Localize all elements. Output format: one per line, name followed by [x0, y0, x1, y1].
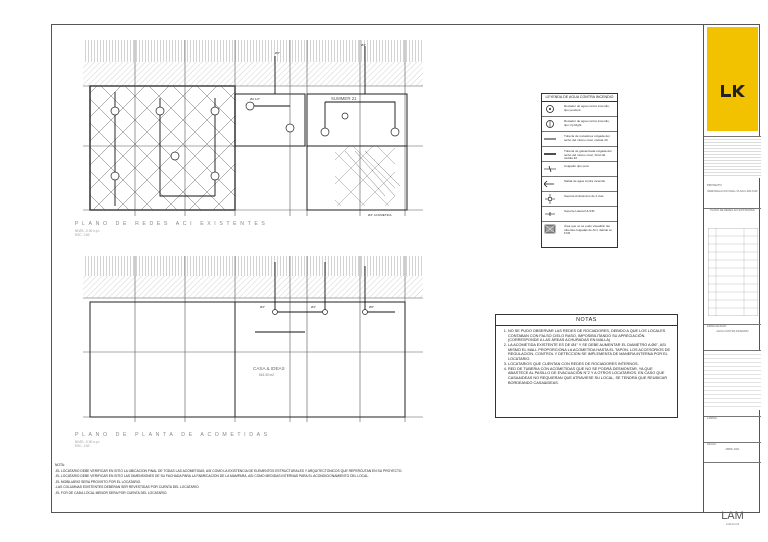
- tb-sheet-block: [704, 462, 761, 506]
- general-notes-line: -EL FCR DE CADA LOCAL MENOR SERA POR CUENTA DEL LOCATARIO.: [55, 490, 168, 495]
- plan-bottom-sub1: NIVEL -0.00 n.p.t.: [75, 440, 101, 444]
- title-block: [703, 24, 760, 526]
- legend-row: [542, 162, 617, 177]
- fire-water-outlet-icon: [544, 179, 556, 189]
- svg-text:Ø4" ACOMETIDA: Ø4" ACOMETIDA: [368, 213, 392, 217]
- plan-bottom-drawing: [75, 252, 427, 430]
- general-notes: [55, 463, 495, 497]
- svg-text:Ø4": Ø4": [361, 43, 367, 47]
- notes-box: [495, 314, 678, 418]
- pipe-existing-icon: [544, 134, 556, 144]
- general-notes-heading: NOTA:: [55, 463, 65, 467]
- legend-row: [542, 222, 617, 236]
- fecha-value: ABRIL 2021: [725, 448, 740, 451]
- tb-info-block: [704, 136, 761, 178]
- svg-text:Ø4": Ø4": [275, 51, 281, 55]
- notes-item: 1. NO SE PUDO OBSERVAR LAS REDES DE ROCIADORES, DEBIDO A QUE LOS LOCALES CONTABAN CON FALSO CIELO RASO, IMPOSIBILITANDO SU APRECIACIÓN. (CORRESPONDE A LAS ÁREAS ACHURADAS EN MALLA): [508, 329, 673, 343]
- legend-row: [542, 132, 617, 147]
- plan-bottom-title: PLANO DE PLANTA DE ACOMETIDAS: [75, 432, 271, 438]
- hanger-icon: [544, 164, 556, 174]
- support-lateral-icon: [544, 209, 556, 219]
- notes-item: 3. LOCATARIOS QUE CUENTAN CON REDES DE ROCIADORES INTERNOS.: [508, 362, 673, 367]
- general-notes-line: -EL LOCATARIO DEBE VERIFICAR EN SITIO LA UBICACION FINAL DE TODAS LAS ACOMETIDAS, ASI COMO LA EXISTENCIA DE ELEMENTOS ESTRUCTURALES Y ARQUITECTONICOS QUE REPERCUTAN EN SU PROYECTO.: [55, 468, 403, 473]
- pipe-galvanized-icon: [544, 149, 556, 159]
- legend-row: [542, 117, 617, 132]
- legend-text: Soporte Lateral UL/FM: [564, 209, 595, 213]
- svg-text:Ø6": Ø6": [369, 305, 375, 309]
- plan-bottom: [75, 252, 427, 430]
- proyecto-value: REMODELACION MALL PLAZA LIMA SUR: [707, 190, 758, 193]
- legend-row: [542, 147, 617, 162]
- sheet-code-sub: LAM-ACI-04: [725, 523, 740, 526]
- legend-text: Soporte Antisísmico de 4 vías: [564, 194, 604, 198]
- legend-text: Colgador tipo pera: [564, 164, 589, 168]
- notes-item: 2. LA ACOMETIDA EXISTENTE ES DE Ø4" Y SE DEBE AUMENTAR EL DIAMETRO A Ø6", ASI MISMO EL MALL PROPORCIONA LA ACOMETIDA HASTA EL TAPON. LOS ACCESORIOS DE REGULACION, CONTROL Y DETECCION SE IMPLEMENTA DE MANERA INTERNA POR EL LOCATARIO.: [508, 343, 673, 361]
- legend-text: Salida de agua contra incendio: [564, 179, 606, 183]
- general-notes-line: -EL LOCATARIO DEBE VERIFICAR EN SITIO LAS DIMENSIONES DE SU FACHADA PARA LA FABRICACION DE LA MAMPARA, ASI COMO MEDIDAS INTERNAS PARA EL ACONDICIONAMIENTO DEL LOCAL.: [55, 474, 370, 479]
- plan-top: [75, 36, 427, 224]
- notes-list: [496, 329, 677, 385]
- company-logo: [707, 27, 758, 131]
- fecha-label: FECHA:: [704, 442, 761, 448]
- plan-top-sub2: ESC. 1:50: [75, 233, 90, 237]
- support-icon: [544, 194, 556, 204]
- plan-top-drawing: [75, 36, 427, 224]
- plan-top-sub1: NIVEL -0.00 n.p.t.: [75, 229, 101, 233]
- room-sub-bottom: 615.30 m2: [259, 373, 275, 377]
- legend-row: [542, 177, 617, 192]
- legend-row: [542, 102, 617, 117]
- sprinkler-upright-icon: [544, 119, 556, 129]
- room-label-top: SUMMER 21: [331, 96, 357, 101]
- lamina-label: LAMINA:: [704, 416, 761, 436]
- plano-value: PLANO DE REDES ACI EXISTENTES: [704, 208, 761, 226]
- notes-item: 4. RED DE TUBERIA CON ACOMETIDAS QUE NO SE PODRÁ DESMONTAR, YA QUE ABASTECE AL PASILLO DE EVACUACIÓN N°2 Y A OTROS LOCATARIOS. EN CASO QUE CASA&IDEAS NO REQUIERAN QUE ATRAVIESE SU LOCAL, SE TENDRÁ QUE REUBICAR BORDEANDO CASA&IDEAS.: [508, 367, 673, 385]
- general-notes-line: -EL MOBILIARIO SERA PROVISTO POR EL LOCATARIO.: [55, 479, 142, 484]
- legend-box: [541, 93, 618, 248]
- room-label-bottom: CASA & IDEAS: [253, 366, 285, 371]
- general-notes-line: -LAS COLUMNAS EXISTENTES DEBERAN SER REVESTIDAS POR CUENTA DEL LOCATARIO.: [55, 485, 200, 490]
- especialidad-value: AGUA CONTRA INCENDIO: [716, 330, 749, 333]
- plan-bottom-sub2: ESC. 1:50: [75, 444, 90, 448]
- legend-text: Área que no se pudo visualizar las tuberías colgadas de ACI, debido al FCR: [564, 224, 612, 236]
- plan-top-title: PLANO DE REDES ACI EXISTENTES: [75, 221, 269, 227]
- especialidad-label: ESPECIALIDAD:: [704, 324, 761, 330]
- notes-title: NOTAS: [496, 315, 677, 326]
- svg-text:Ø2 1/2": Ø2 1/2": [250, 97, 261, 101]
- proyecto-label: PROYECTO:: [707, 184, 723, 187]
- legend-text: Rociador de agua contra incendio, tipo Up Right.: [564, 119, 610, 127]
- hatch-area-icon: [544, 224, 556, 234]
- tb-detail-block: [704, 350, 761, 410]
- sprinkler-pendent-icon: [544, 104, 556, 114]
- revision-table: [708, 228, 758, 316]
- legend-row: [542, 207, 617, 222]
- sheet-code: LAM: [721, 510, 744, 522]
- legend-title: LEYENDA DE AGUA CONTRA INCENDIO: [542, 94, 617, 102]
- svg-text:Ø4": Ø4": [260, 305, 266, 309]
- svg-text:Ø4": Ø4": [311, 305, 317, 309]
- logo-mark-icon: [721, 83, 745, 99]
- legend-row: [542, 192, 617, 207]
- legend-text: Tubería de rociadores colgada del techo del mismo nivel, cédula 40.: [564, 134, 610, 142]
- legend-text: Rociador de agua contra incendio, tipo pendent.: [564, 104, 610, 112]
- legend-text: Tubería de galvanizada colgada del techo del mismo nivel, SCH-40, cédula 40.: [564, 149, 612, 161]
